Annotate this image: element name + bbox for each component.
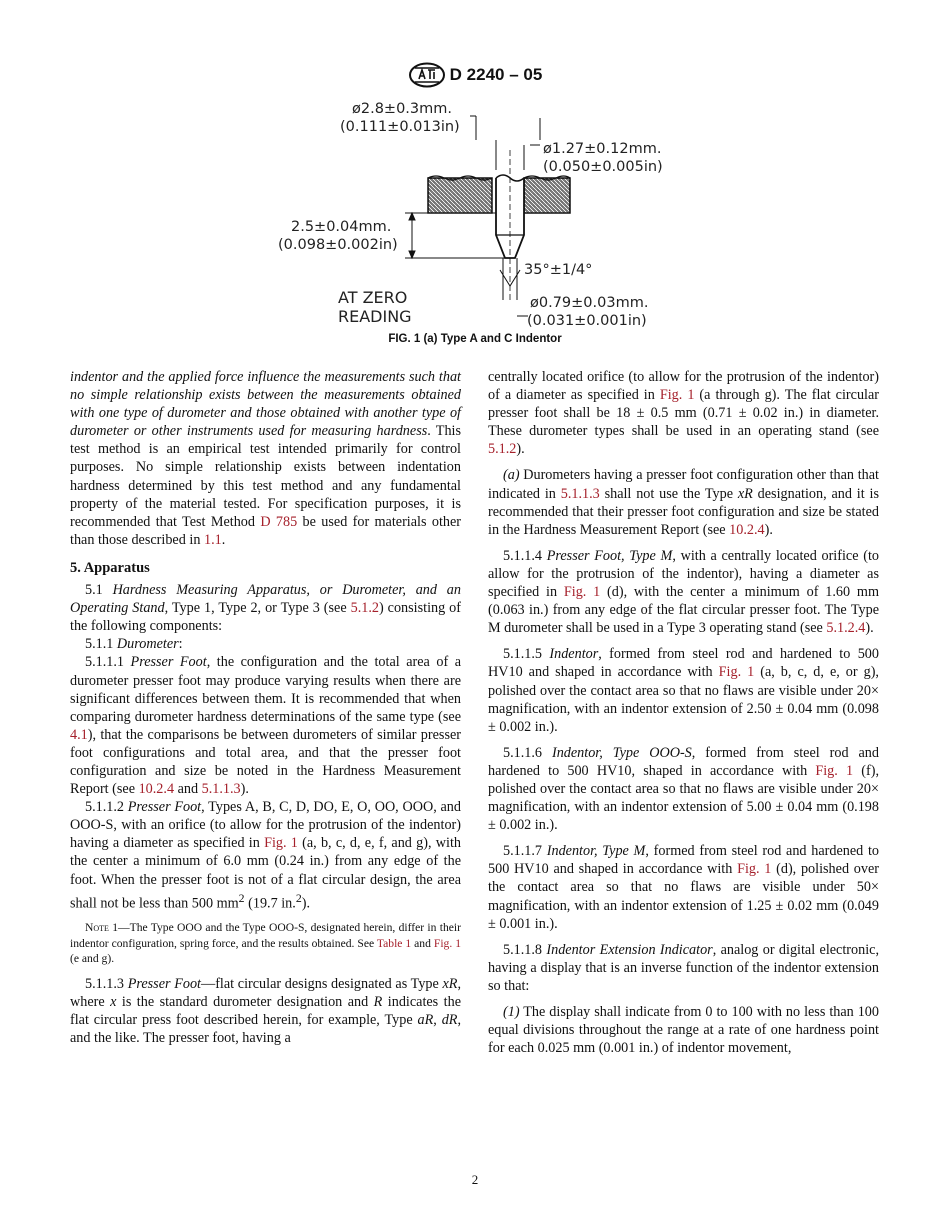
paragraph-5-1-1-5 <box>488 645 879 735</box>
link-fig-1[interactable]: Fig. 1 <box>659 387 695 404</box>
italic-text: (1) <box>503 1004 520 1020</box>
text: shall not use the Type <box>599 485 738 502</box>
italic-text: x <box>110 994 117 1011</box>
italic-text: xR <box>442 975 458 992</box>
link-10-2-4[interactable]: 10.2.4 <box>138 781 175 798</box>
text: . <box>221 531 226 548</box>
dim-left-in: (0.098±0.002in) <box>278 237 398 253</box>
text: ). <box>764 521 773 538</box>
italic-text: Indentor Extension Indicator <box>546 941 713 958</box>
link-5-1-2[interactable]: 5.1.2 <box>350 600 379 617</box>
link-4-1[interactable]: 4.1 <box>70 726 88 743</box>
text: centrally located orifice (to allow for the protrusion of the indentor) of a diameter as specified in <box>488 369 879 404</box>
italic-text: dR <box>441 1012 458 1029</box>
paragraph-5-1-1-2 <box>70 798 461 912</box>
text: ) consisting of the following components: <box>70 600 461 635</box>
paragraph <box>70 368 461 549</box>
note-label: Note <box>85 921 109 935</box>
paragraph-5-1-1 <box>70 635 461 653</box>
text: , formed from steel rod and hardened to 500 HV10 and shaped in accordance with <box>488 646 879 681</box>
text: , <box>433 1012 442 1029</box>
section-number: 5.1.1.4 <box>503 547 547 564</box>
text: : <box>178 636 183 653</box>
link-fig-1[interactable]: Fig. 1 <box>264 835 298 852</box>
text: (d), with the center a minimum of 1.60 mm (0.063 in.) from any edge of the flat circular presser foot. The Type M durometer shall be used in a Type 3 operating stand (see <box>488 584 879 637</box>
text: (a, b, c, d, e, f, and g), with the center a minimum of 6.0 mm (0.24 in.) from any edge of the foot. When the presser foot is not of a flat circular design, the area shall not be less than 500 mm <box>70 835 461 912</box>
italic-text: Hardness Measuring Apparatus, or Durometer, and an Operating Stand <box>70 582 461 617</box>
link-5-1-2[interactable]: 5.1.2 <box>488 441 517 458</box>
figure-caption: FIG. 1 (a) Type A and C Indentor <box>388 333 562 345</box>
text: (a, b, c, d, e, or g), polished over the contact area so that no flaws are visible under 20× magnification, with an indentor extension of 2.50 ± 0.04 mm (0.098 ± 0.002 in.). <box>488 664 879 735</box>
section-number: 5.1.1.6 <box>503 744 552 761</box>
text: . This test method is an empirical test intended primarily for control purposes. No simple relationship exists between indentation hardness determined by this test method and any fundamental property of the material tested. For specification purposes, it is recommended that Test Method <box>70 423 462 530</box>
text: (d), polished over the contact area so that no flaws are visible under 50× magnification, with an indentor extension of 1.25 ± 0.02 mm (0.049 ± 0.001 in.). <box>488 861 879 932</box>
text: , formed from steel rod and hardened to 500 HV10 and shaped in accordance with <box>488 843 879 878</box>
link-fig-1[interactable]: Fig. 1 <box>815 762 854 779</box>
italic-text: Presser Foot, Type M <box>546 547 673 564</box>
superscript: 2 <box>238 890 245 905</box>
paragraph-5-1-1-8 <box>488 941 879 995</box>
dim-left-mm: 2.5±0.04mm. <box>291 219 392 235</box>
section-number: 5.1.1.2 <box>85 799 128 816</box>
text: designation, and it is recommended that their presser foot configuration and size be stated in the Hardness Measurement Report (see <box>488 485 879 538</box>
link-d785[interactable]: D 785 <box>260 513 298 530</box>
text: (a through g). The flat circular presser foot shall be 18 ± 0.5 mm (0.71 ± 0.02 in.) in diameter. These durometer types shall be used in an operating stand (see <box>488 387 879 440</box>
link-1-1[interactable]: 1.1 <box>203 531 222 548</box>
section-number: 5.1 <box>85 582 113 599</box>
paragraph-a <box>488 466 879 538</box>
italic-text: Presser Foot <box>127 975 202 992</box>
text: ). <box>865 620 874 637</box>
italic-text: Indentor, Type OOO-S <box>551 744 692 761</box>
text: , formed from steel rod and hardened to 500 HV10, shaped in accordance with <box>488 744 879 779</box>
paragraph-continued <box>488 368 879 458</box>
text: and <box>174 781 202 798</box>
text: and <box>411 936 434 950</box>
paragraph-1 <box>488 1003 879 1057</box>
paragraph-5-1-1-3 <box>70 975 461 1047</box>
link-5-1-2-4[interactable]: 5.1.2.4 <box>826 620 866 637</box>
italic-text: indentor and the applied force influence the measurements such that no simple relationship exists between the measurements obtained with one type of durometer and those obtained with another type of durometer or other instruments used for measuring hardness <box>70 369 461 440</box>
text: ), that the comparisons be between durometers of similar presser foot configurations and total area, and that the presser foot configuration and size be noted in the Hardness Measurement Report (see <box>70 726 461 798</box>
dim-right-mm: ø1.27±0.12mm. <box>543 141 662 157</box>
section-number: 5.1.1.3 <box>85 975 128 992</box>
section-number: 5.1.1.1 <box>85 654 131 671</box>
text: (19.7 in. <box>244 895 296 912</box>
link-fig-1[interactable]: Fig. 1 <box>718 664 755 681</box>
text: indicates the flat circular press foot described herein, for example, Type <box>70 994 461 1029</box>
right-column <box>488 368 879 1057</box>
paragraph-5-1-1-1 <box>70 653 461 798</box>
italic-text: Indentor <box>549 646 599 663</box>
section-heading: 5. Apparatus <box>70 559 150 576</box>
text: (e and g). <box>70 952 115 966</box>
text: , Type 1, Type 2, or Type 3 (see <box>164 600 351 617</box>
indentor-figure <box>270 96 690 332</box>
text: be used for materials other than those described in <box>70 513 462 548</box>
text: , with a centrally located orifice (to allow for the protrusion of the indentor), having a diameter as specified in <box>488 547 879 601</box>
paragraph-5-1-1-4 <box>488 547 879 637</box>
link-fig-1[interactable]: Fig. 1 <box>737 861 772 878</box>
dim-bottom-mm: ø0.79±0.03mm. <box>530 295 649 311</box>
text: —flat circular designs designated as Type <box>201 975 443 992</box>
text: (f), polished over the contact area so that no flaws are visible under 20× magnification, with an indentor extension of 5.00 ± 0.04 mm (0.198 ± 0.002 in.). <box>488 762 879 834</box>
link-fig-1[interactable]: Fig. 1 <box>433 936 461 950</box>
dim-angle: 35°±1/4° <box>524 262 593 278</box>
italic-text: Presser Foot <box>127 799 202 816</box>
link-fig-1[interactable]: Fig. 1 <box>563 584 601 601</box>
text: ). <box>516 441 525 458</box>
dim-top-mm: ø2.8±0.3mm. <box>352 101 452 117</box>
page-header <box>0 62 950 93</box>
section-number: 5.1.1.5 <box>503 646 550 663</box>
paragraph-5-1 <box>70 581 461 635</box>
text: ). <box>301 895 311 912</box>
note-1 <box>70 920 461 967</box>
superscript: 2 <box>295 890 302 905</box>
text: , Types A, B, C, D, DO, E, O, OO, OOO, and OOO-S, with an orifice (to allow for the protrusion of the indentor) having a diameter as specified in <box>70 799 461 852</box>
paragraph-5-1-1-7 <box>488 842 879 932</box>
paragraph-5-1-1-6 <box>488 744 879 834</box>
text: , where <box>70 975 461 1011</box>
italic-text: Presser Foot <box>130 654 207 671</box>
link-5-1-1-3[interactable]: 5.1.1.3 <box>560 485 600 502</box>
italic-text: Durometer <box>116 636 179 653</box>
italic-text: R <box>373 994 383 1011</box>
italic-text: (a) <box>503 467 520 484</box>
page-number: 2 <box>471 1172 479 1187</box>
text: Durometers having a presser foot configuration other than that indicated in <box>488 467 879 502</box>
text: , analog or digital electronic, having a display that is an inverse function of the indentor extension so that: <box>488 941 879 994</box>
section-number: 5.1.1.8 <box>503 941 547 958</box>
text: is the standard durometer designation and <box>116 994 374 1011</box>
document-designation: D 2240 – 05 <box>449 65 543 84</box>
link-table-1[interactable]: Table 1 <box>376 936 412 950</box>
astm-logo-icon <box>408 62 446 88</box>
text: ). <box>240 781 249 798</box>
dim-top-in: (0.111±0.013in) <box>340 119 460 135</box>
section-number: 5.1.1.7 <box>503 843 547 860</box>
text: , and the like. The presser foot, having a <box>70 1012 461 1047</box>
italic-text: aR <box>417 1012 434 1029</box>
text: , the configuration and the total area of a durometer presser foot may produce varying results when there are significant differences between them. It is recommended that when comparing durometer hardness determinations of the same type (see <box>70 654 462 725</box>
link-5-1-1-3[interactable]: 5.1.1.3 <box>201 781 241 798</box>
dim-bottom-in: (0.031±0.001in) <box>527 313 647 329</box>
section-number: 5.1.1 <box>85 636 117 653</box>
text: The display shall indicate from 0 to 100 with no less than 100 equal divisions throughout the range at a rate of one hardness point for each 0.025 mm (0.001 in.) of indentor movement, <box>488 1004 879 1057</box>
dim-right-in: (0.050±0.005in) <box>543 159 663 175</box>
link-10-2-4[interactable]: 10.2.4 <box>729 521 765 538</box>
italic-text: Indentor, Type M <box>546 843 646 860</box>
zero-reading-line1: AT ZERO <box>338 288 408 307</box>
italic-text: xR <box>737 485 753 502</box>
left-column <box>70 368 461 1047</box>
text: 1—The Type OOO and the Type OOO-S, designated herein, differ in their indentor configuration, spring force, and the results obtained. See <box>70 921 461 950</box>
zero-reading-line2: READING <box>338 307 412 326</box>
indentor-drawing <box>496 150 524 300</box>
